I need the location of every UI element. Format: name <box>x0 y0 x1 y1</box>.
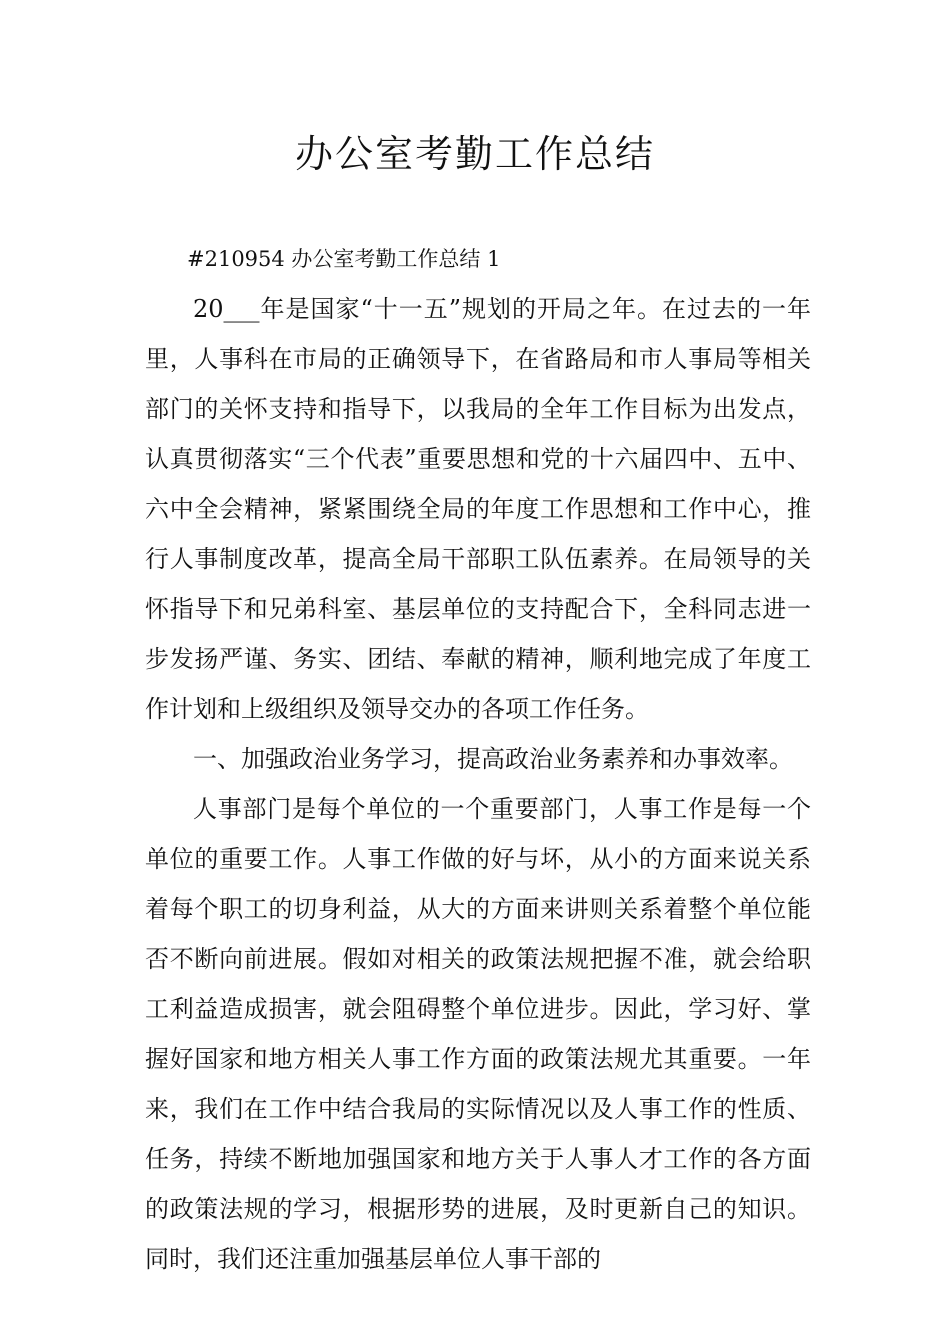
document-title: 办公室考勤工作总结 <box>294 132 655 176</box>
paragraph-intro: 20___年是国家“十一五”规划的开局之年。在过去的一年里，人事科在市局的正确领导下，在省路局和市人事局等相关部门的关怀支持和指导下，以我局的全年工作目标为出发点，认真贯彻落实“三个代表”重要思想和党的十六届四中、五中、六中全会精神，紧紧围绕全局的年度工作思想和工作中心，推行人事制度改革，提高全局干部职工队伍素养。在局领导的关怀指导下和兄弟科室、基层单位的支持配合下，全科同志进一步发扬严谨、务实、团结、奉献的精神，顺利地完成了年度工作计划和上级组织及领导交办的各项工作任务。 <box>145 295 811 723</box>
document-subtitle: #210954 办公室考勤工作总结 1 <box>187 247 501 271</box>
paragraph-section-1: 人事部门是每个单位的一个重要部门，人事工作是每一个单位的重要工作。人事工作做的好与坏，从小的方面来说关系着每个职工的切身利益，从大的方面来讲则关系着整个单位能否不断向前进展。假如对相关的政策法规把握不准，就会给职工利益造成损害，就会阻碍整个单位进步。因此，学习好、掌握好国家和地方相关人事工作方面的政策法规尤其重要。一年来，我们在工作中结合我局的实际情况以及人事工作的性质、任务，持续不断地加强国家和地方关于人事人才工作的各方面的政策法规的学习，根据形势的进展，及时更新自己的知识。同时，我们还注重加强基层单位人事干部的 <box>145 795 811 1273</box>
document-body <box>145 234 811 1284</box>
section-heading-1: 一、加强政治业务学习，提高政治业务素养和办事效率。 <box>193 745 793 773</box>
